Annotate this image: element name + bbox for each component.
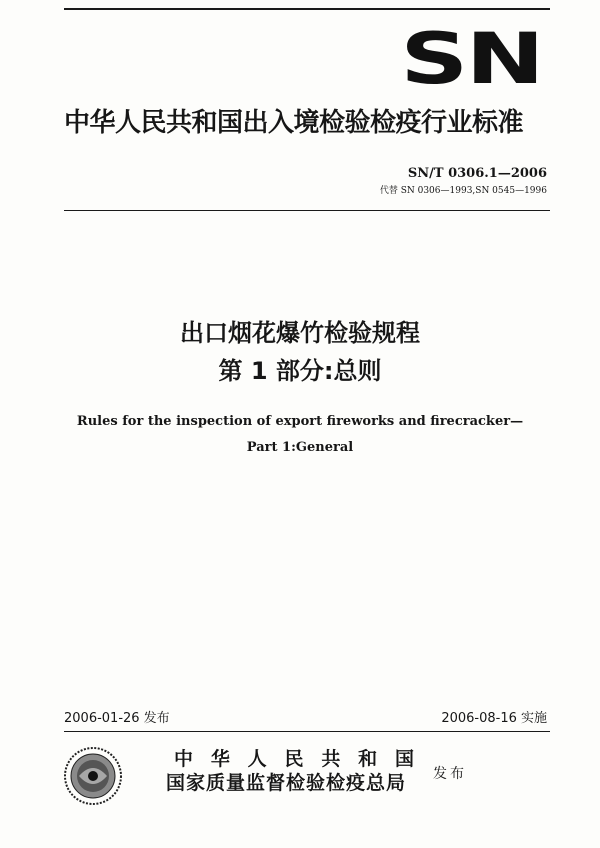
issuer-char: 华 [210,748,230,770]
chinese-subtitle: 第 1 部分:总则 [218,357,382,385]
publish-label: 发布 [433,766,467,782]
issuer-country [174,748,414,770]
issue-date: 2006-01-26 发布 [64,711,170,726]
english-title: Rules for the inspection of export fireworks and firecracker— [76,414,524,429]
standard-category: 中华人民共和国出入境检验检疫行业标准 [64,108,524,138]
issuer-agency: 国家质量监督检验检疫总局 [166,772,407,794]
header-rule [64,210,550,211]
issuer-char: 国 [394,748,414,770]
issuer-char: 和 [358,748,378,770]
footer-rule [64,731,550,732]
issuer-char: 人 [247,748,267,770]
top-rule [64,8,550,10]
chinese-title: 出口烟花爆竹检验规程 [180,319,420,347]
replaces-note: 代替 SN 0306—1993,SN 0545—1996 [379,186,547,196]
implementation-date: 2006-08-16 实施 [441,711,547,726]
english-subtitle: Part 1:General [246,440,354,455]
issuer-char: 民 [284,748,304,770]
aqsiq-seal-icon [63,746,123,806]
issuer-char: 共 [321,748,341,770]
standard-number: SN/T 0306.1—2006 [407,166,547,181]
sn-logo: SN [400,18,542,100]
issuer-char: 中 [174,748,194,770]
